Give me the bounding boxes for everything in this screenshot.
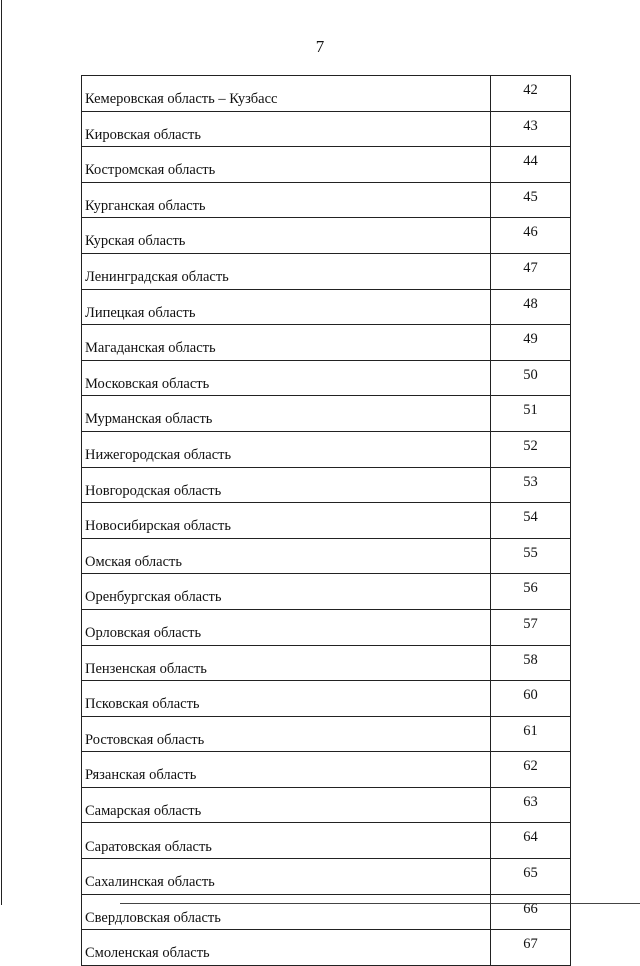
table-row: [82, 147, 571, 183]
region-code-cell: 60: [491, 681, 571, 717]
region-code-cell: 43: [491, 111, 571, 147]
region-name-cell: Нижегородская область: [82, 431, 491, 467]
region-code-cell: 65: [491, 859, 571, 895]
region-code-cell: 46: [491, 218, 571, 254]
region-code-cell: 45: [491, 182, 571, 218]
region-code-cell: 55: [491, 538, 571, 574]
region-code-cell: 61: [491, 716, 571, 752]
table-row: [82, 431, 571, 467]
region-code-cell: 51: [491, 396, 571, 432]
region-name-cell: Новгородская область: [82, 467, 491, 503]
table-row: [82, 609, 571, 645]
region-name-cell: Новосибирская область: [82, 503, 491, 539]
region-name-cell: Ленинградская область: [82, 253, 491, 289]
region-name-cell: Рязанская область: [82, 752, 491, 788]
table-row: [82, 360, 571, 396]
region-code-cell: 49: [491, 325, 571, 361]
table-row: [82, 467, 571, 503]
region-name-cell: Свердловская область: [82, 894, 491, 930]
page-number: 7: [315, 37, 325, 56]
region-name-cell: Сахалинская область: [82, 859, 491, 895]
table-row: [82, 538, 571, 574]
table-row: [82, 325, 571, 361]
table-row: [82, 681, 571, 717]
table-row: [82, 894, 571, 930]
region-name-cell: Самарская область: [82, 787, 491, 823]
table-row: [82, 716, 571, 752]
region-code-cell: 42: [491, 76, 571, 112]
table-row: [82, 253, 571, 289]
region-name-cell: Пензенская область: [82, 645, 491, 681]
region-code-cell: 64: [491, 823, 571, 859]
table-row: [82, 396, 571, 432]
region-code-cell: 50: [491, 360, 571, 396]
region-name-cell: Оренбургская область: [82, 574, 491, 610]
region-code-cell: 54: [491, 503, 571, 539]
table-row: [82, 823, 571, 859]
region-code-cell: 56: [491, 574, 571, 610]
region-code-cell: 52: [491, 431, 571, 467]
region-code-cell: 67: [491, 930, 571, 966]
region-name-cell: Курская область: [82, 218, 491, 254]
table-row: [82, 111, 571, 147]
page-edge-line: [1, 0, 2, 905]
table-row: [82, 182, 571, 218]
region-name-cell: Липецкая область: [82, 289, 491, 325]
region-name-cell: Мурманская область: [82, 396, 491, 432]
region-code-cell: 47: [491, 253, 571, 289]
table-row: [82, 930, 571, 966]
table-row: [82, 574, 571, 610]
region-code-cell: 48: [491, 289, 571, 325]
region-code-cell: 53: [491, 467, 571, 503]
region-code-cell: 63: [491, 787, 571, 823]
region-code-cell: 44: [491, 147, 571, 183]
region-code-table: [81, 75, 571, 966]
region-name-cell: Орловская область: [82, 609, 491, 645]
region-code-cell: 57: [491, 609, 571, 645]
region-name-cell: Костромская область: [82, 147, 491, 183]
table-row: [82, 787, 571, 823]
region-code-cell: 62: [491, 752, 571, 788]
table-row: [82, 289, 571, 325]
region-code-cell: 66: [491, 894, 571, 930]
table-row: [82, 503, 571, 539]
region-table-body: [82, 76, 571, 966]
region-code-cell: 58: [491, 645, 571, 681]
region-name-cell: Омская область: [82, 538, 491, 574]
region-name-cell: Псковская область: [82, 681, 491, 717]
table-row: [82, 645, 571, 681]
region-name-cell: Московская область: [82, 360, 491, 396]
table-row: [82, 859, 571, 895]
region-name-cell: Кемеровская область – Кузбасс: [82, 76, 491, 112]
table-row: [82, 752, 571, 788]
table-row: [82, 76, 571, 112]
region-name-cell: Курганская область: [82, 182, 491, 218]
region-name-cell: Саратовская область: [82, 823, 491, 859]
region-name-cell: Смоленская область: [82, 930, 491, 966]
region-name-cell: Кировская область: [82, 111, 491, 147]
table-row: [82, 218, 571, 254]
region-name-cell: Ростовская область: [82, 716, 491, 752]
region-name-cell: Магаданская область: [82, 325, 491, 361]
